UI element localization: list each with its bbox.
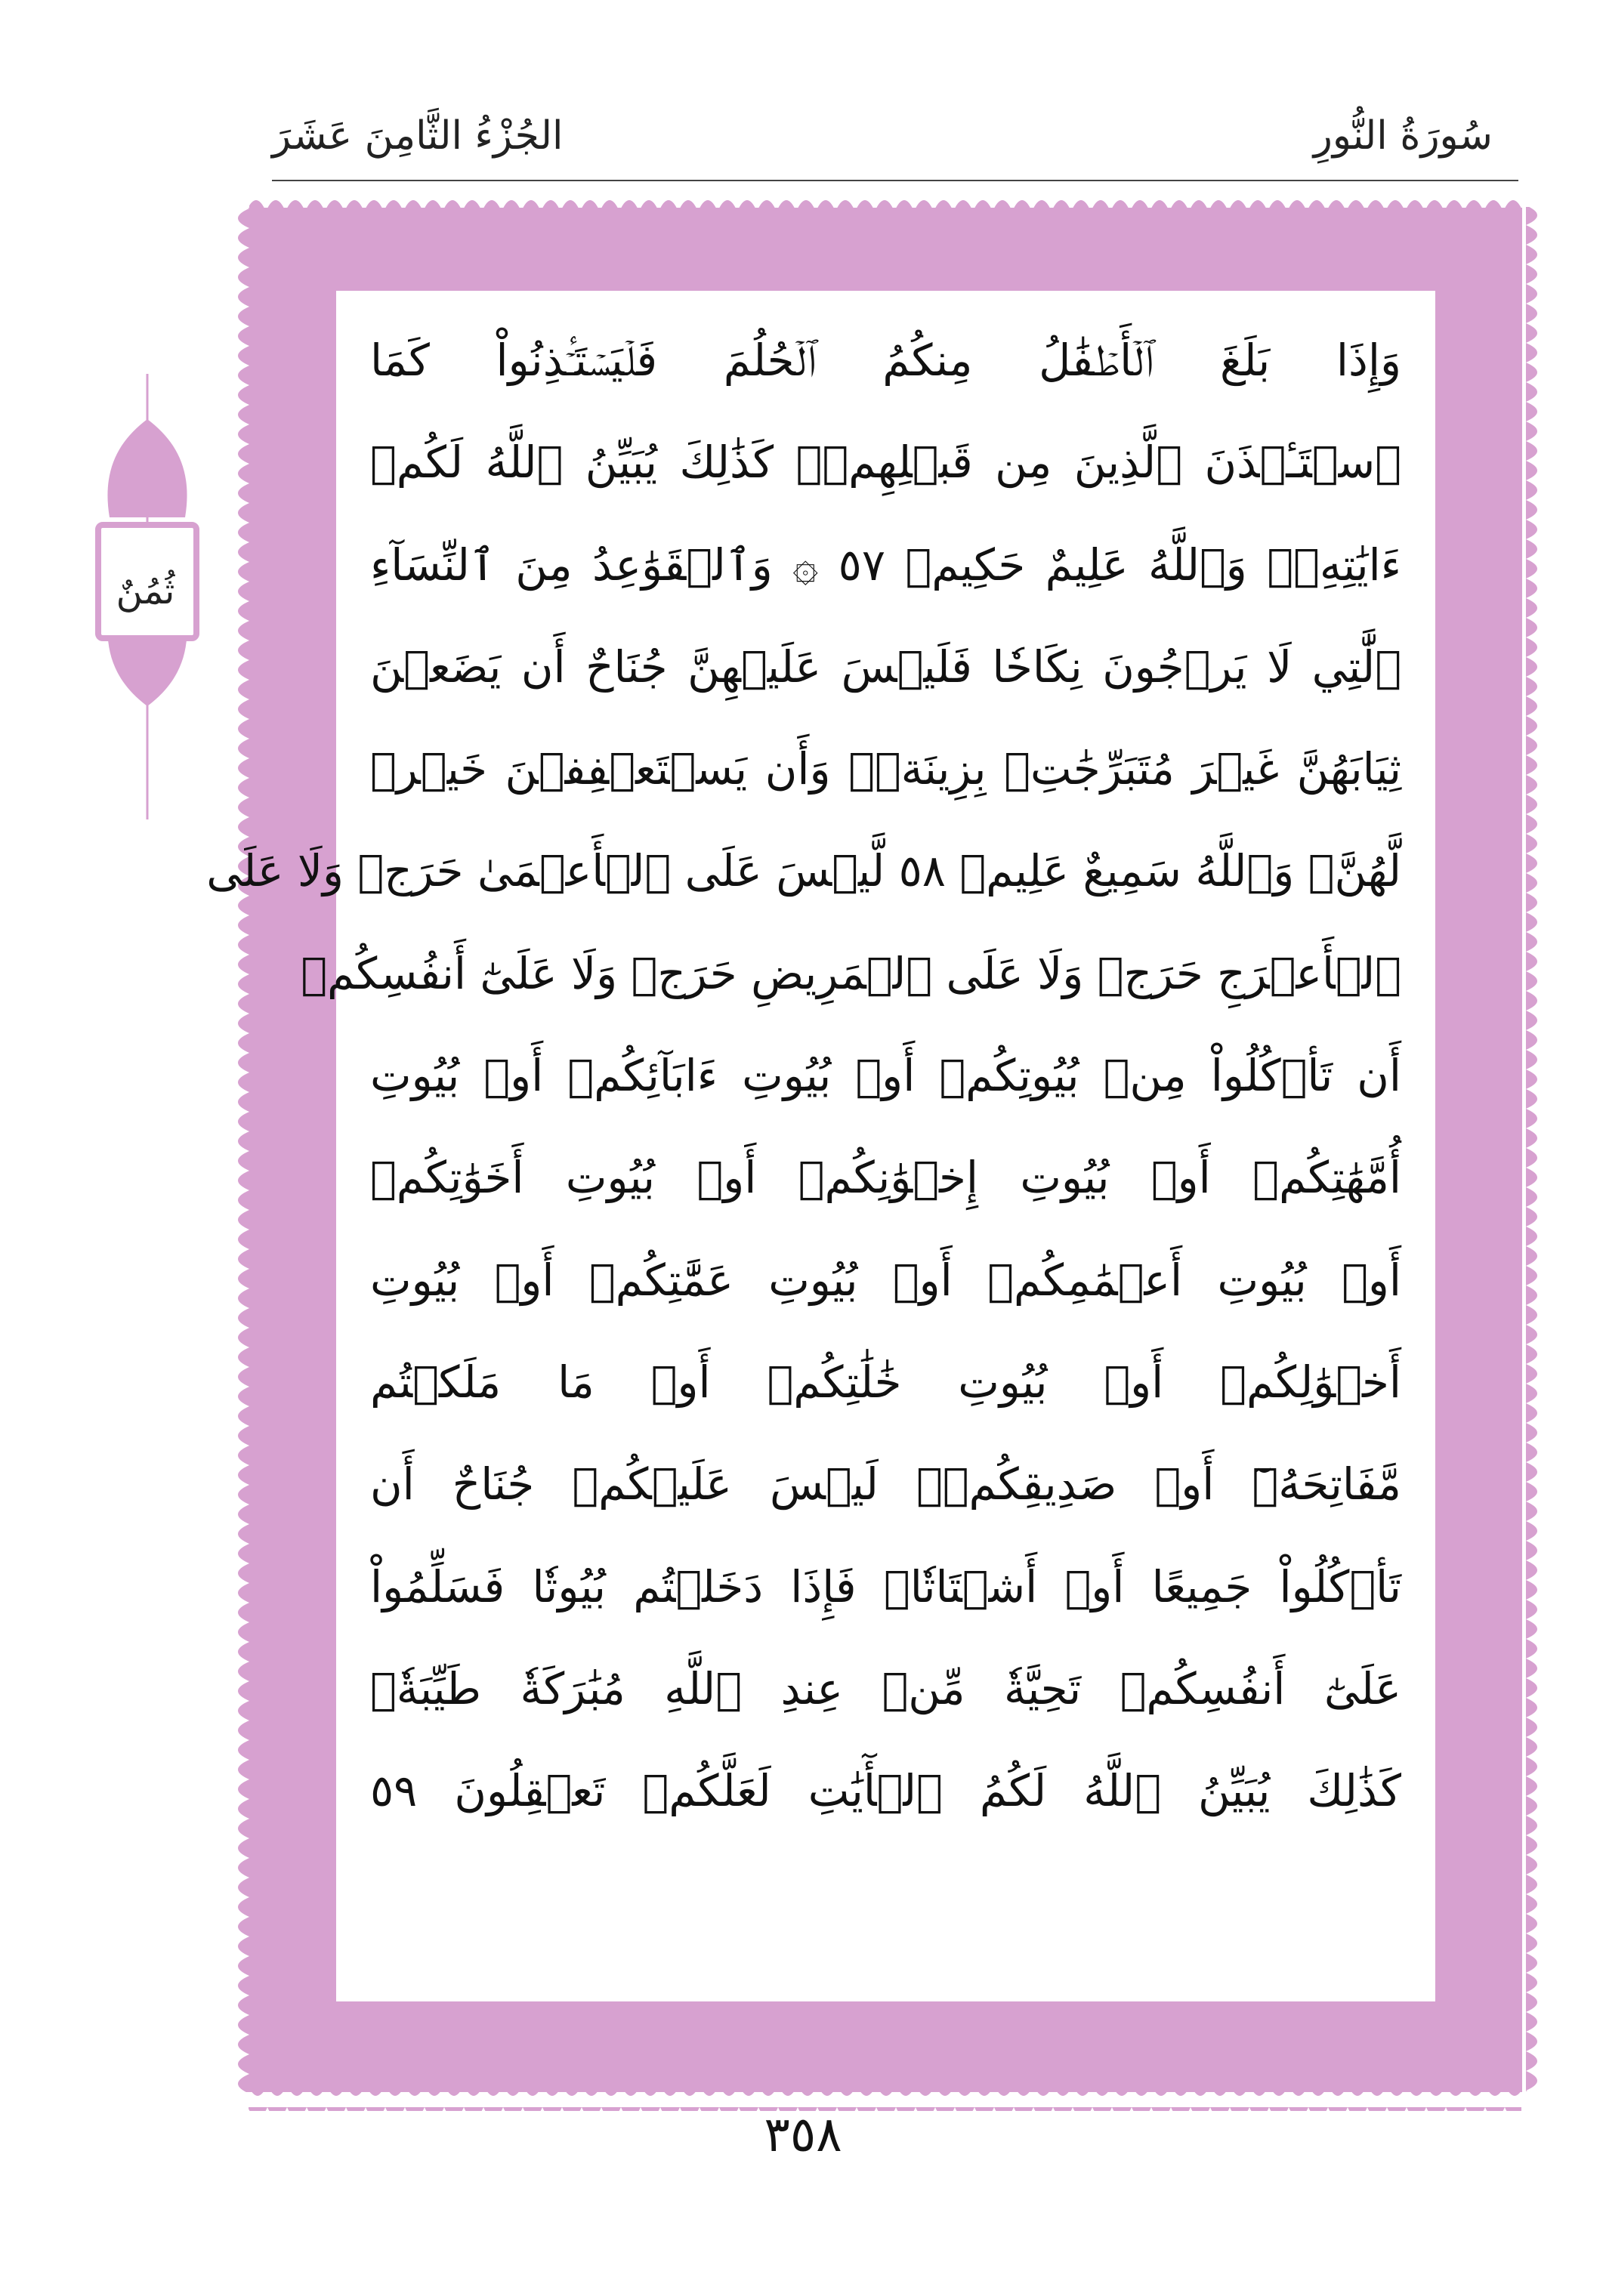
text-line: ءَايَٰتِهِۦۗ وَٱللَّهُ عَلِيمٌ حَكِيمٞ ٥٧ ۞ وَٱلۡقَوَٰعِدُ مِنَ ٱلنِّسَآءِ [370,539,1401,591]
quran-text-block [206,310,1401,1842]
header-divider [272,180,1518,181]
text-line: عَلَىٰٓ أَنفُسِكُمۡ تَحِيَّةٗ مِّنۡ عِندِ ٱللَّهِ مُبَٰرَكَةٗ طَيِّبَةٗۚ [370,1662,1401,1714]
text-line: ٱسۡتَـٔۡذَنَ ٱلَّذِينَ مِن قَبۡلِهِمۡۚ كَذَٰلِكَ يُبَيِّنُ ٱللَّهُ لَكُمۡ [370,437,1401,489]
juz-title: الجُزْءُ الثَّامِنَ عَشَرَ [272,113,564,159]
text-line: ثِيَابَهُنَّ غَيۡرَ مُتَبَرِّجَٰتِۭ بِزِينَةٖۖ وَأَن يَسۡتَعۡفِفۡنَ خَيۡرٞ [370,743,1401,795]
text-line: أَن تَأۡكُلُواْ مِنۢ بُيُوتِكُمۡ أَوۡ بُيُوتِ ءَابَآئِكُمۡ أَوۡ بُيُوتِ [370,1050,1401,1102]
text-line: تَأۡكُلُواْ جَمِيعًا أَوۡ أَشۡتَاتٗاۚ فَإِذَا دَخَلۡتُم بُيُوتٗا فَسَلِّمُواْ [370,1560,1401,1612]
text-line: أَوۡ بُيُوتِ أَعۡمَٰمِكُمۡ أَوۡ بُيُوتِ عَمَّٰتِكُمۡ أَوۡ بُيُوتِ [370,1254,1401,1306]
page-number: ٣٥٨ [764,2107,842,2163]
text-line: كَذَٰلِكَ يُبَيِّنُ ٱللَّهُ لَكُمُ ٱلۡأٓيَٰتِ لَعَلَّكُمۡ تَعۡقِلُونَ ٥٩ [370,1765,1401,1817]
surah-title: سُورَةُ النُّورِ [1313,113,1493,159]
thumun-label: ثُمُنٌ [116,570,175,613]
text-line: ٱلَّٰتِي لَا يَرۡجُونَ نِكَاحٗا فَلَيۡسَ عَلَيۡهِنَّ جُنَاحٌ أَن يَضَعۡنَ [370,640,1401,693]
text-line: أُمَّهَٰتِكُمۡ أَوۡ بُيُوتِ إِخۡوَٰنِكُمۡ أَوۡ بُيُوتِ أَخَوَٰتِكُمۡ [370,1152,1401,1204]
text-line: أَخۡوَٰلِكُمۡ أَوۡ بُيُوتِ خَٰلَٰتِكُمۡ أَوۡ مَا مَلَكۡتُم [370,1356,1401,1408]
text-line: لَّهُنَّۗ وَٱللَّهُ سَمِيعٌ عَلِيمٞ ٥٨ لَّيۡسَ عَلَى ٱلۡأَعۡمَىٰ حَرَجٞ وَلَا عَلَى [206,845,1401,897]
text-line: وَإِذَا بَلَغَ ٱلۡأَطۡفَٰلُ مِنكُمُ ٱلۡحُلُمَ فَلۡيَسۡتَـٔۡذِنُواْ كَمَا [370,335,1401,386]
text-line: مَّفَاتِحَهُۥٓ أَوۡ صَدِيقِكُمۡۚ لَيۡسَ عَلَيۡكُمۡ جُنَاحٌ أَن [370,1458,1401,1511]
text-line: ٱلۡأَعۡرَجِ حَرَجٞ وَلَا عَلَى ٱلۡمَرِيضِ حَرَجٞ وَلَا عَلَىٰٓ أَنفُسِكُمۡ [301,947,1401,999]
